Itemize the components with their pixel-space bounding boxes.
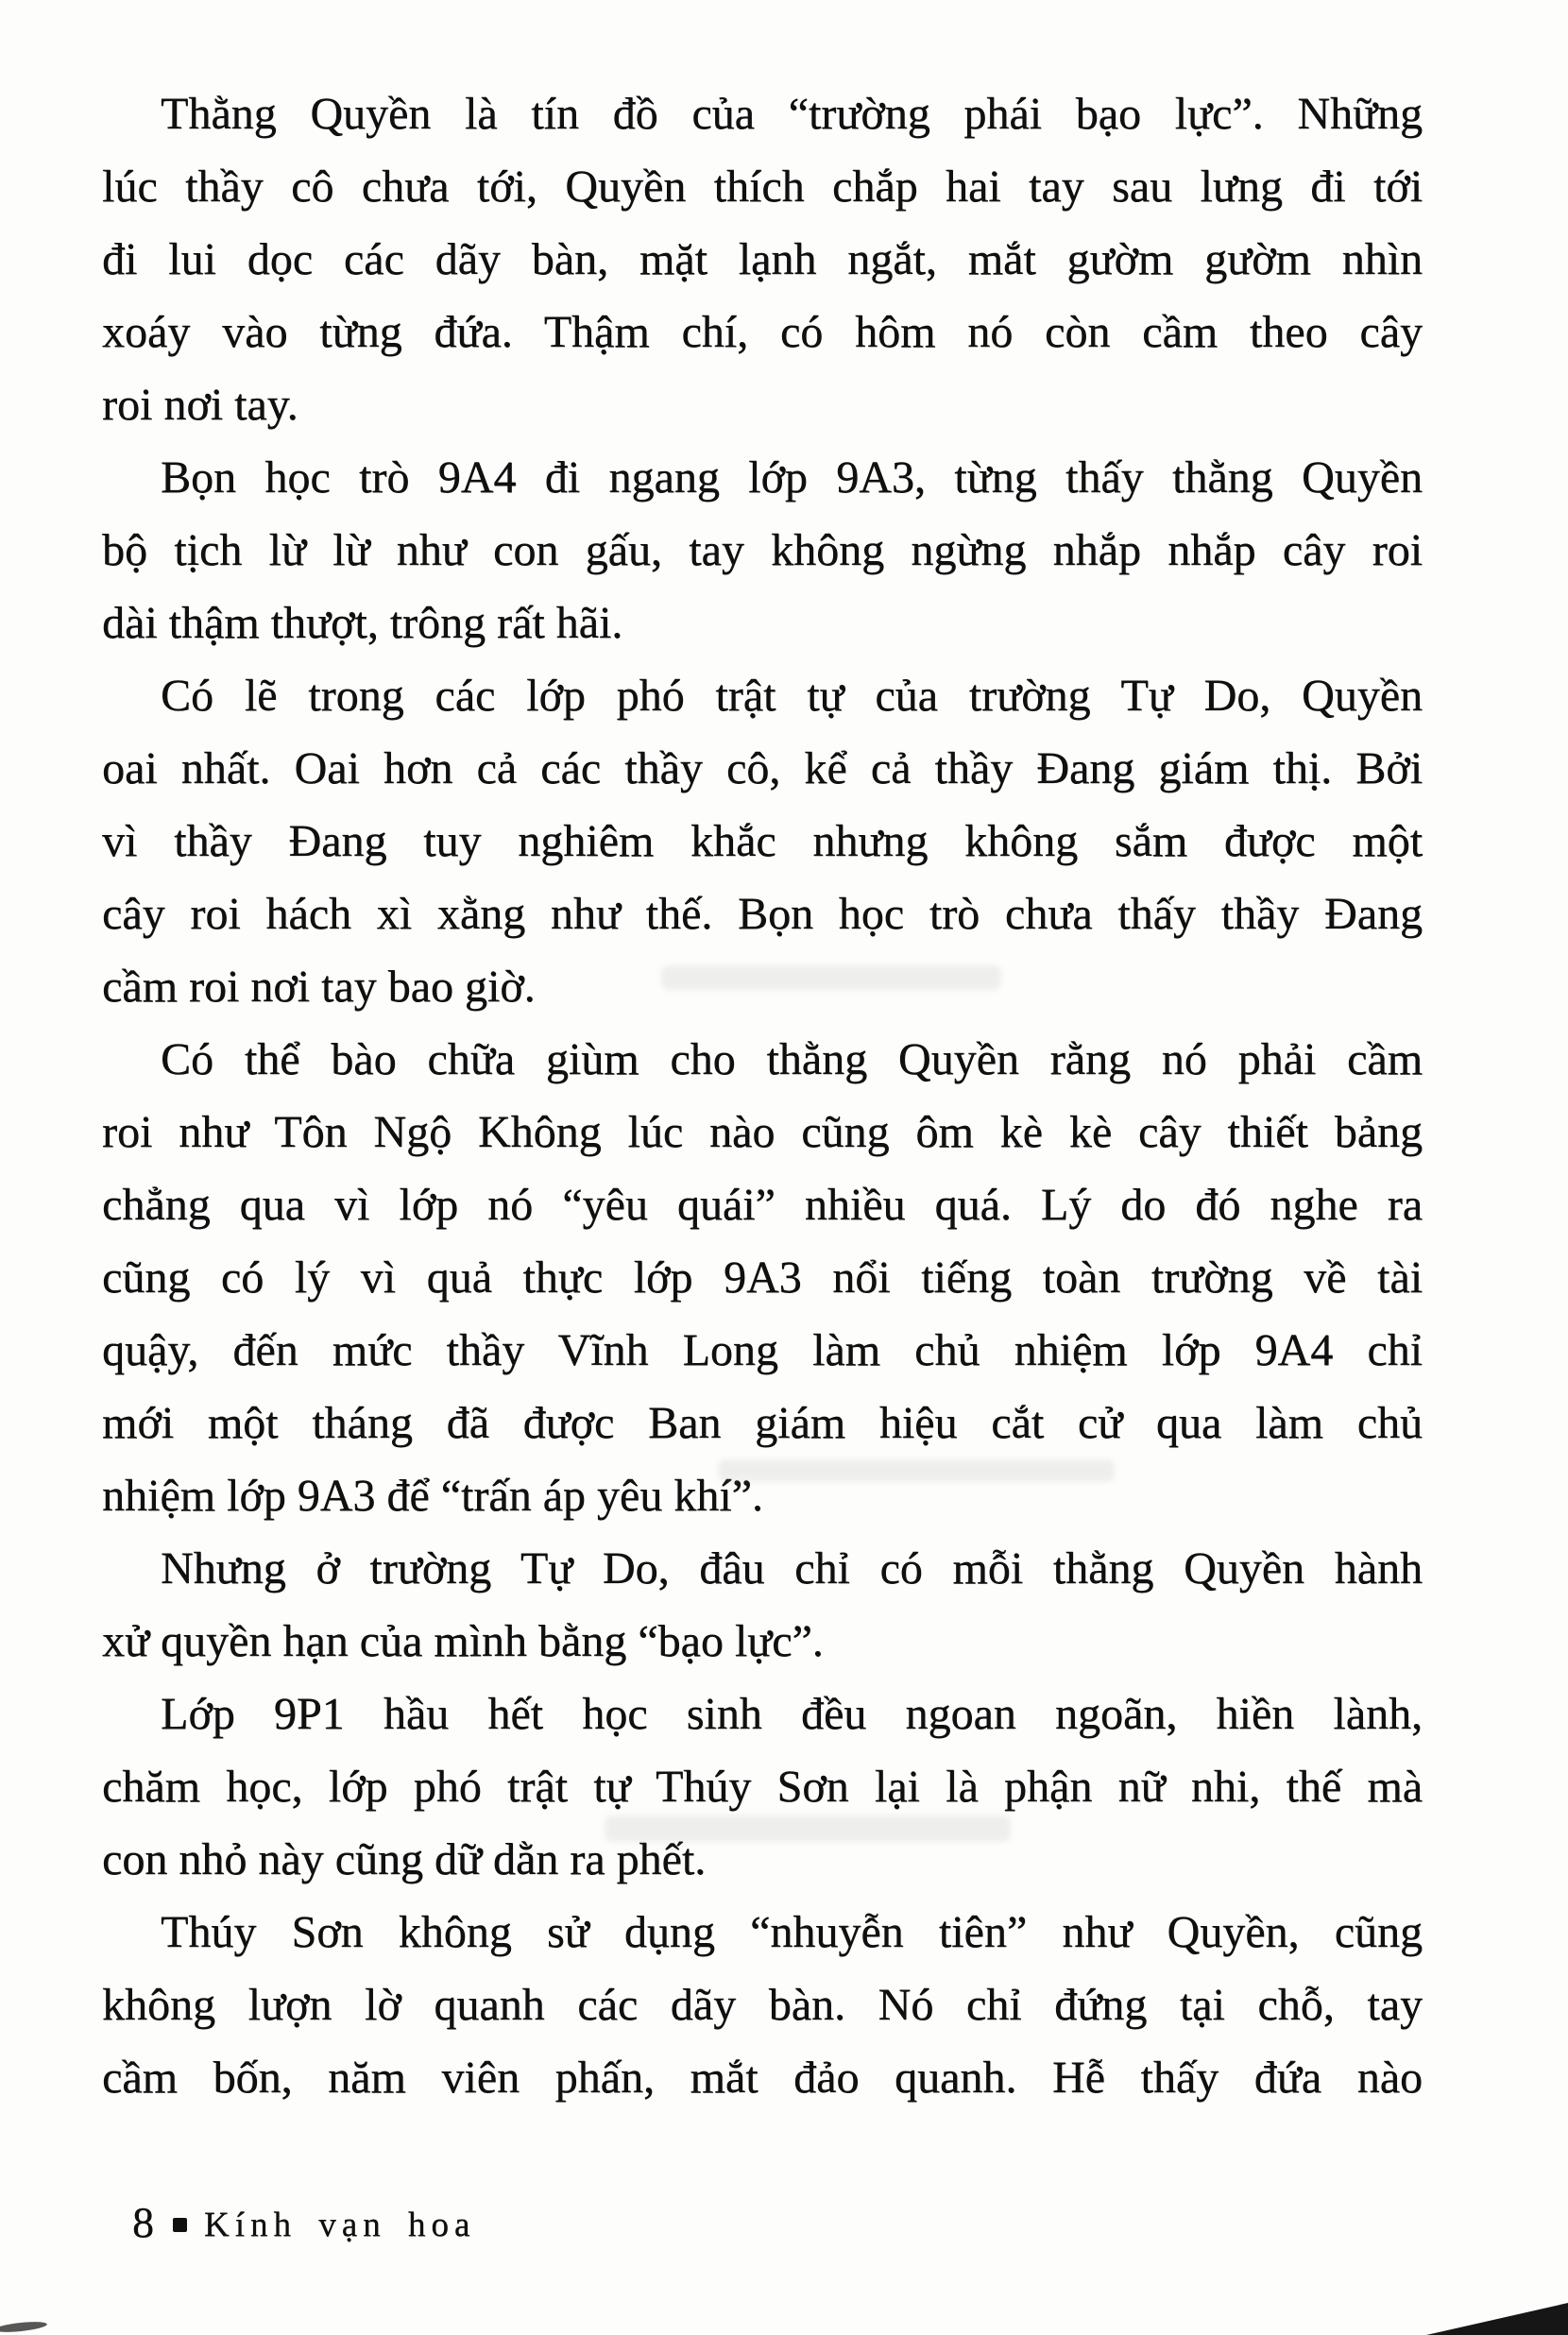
text-line: Thúy Sơn không sử dụng “nhuyễn tiên” như Quyền, cũng [161,1907,1423,1957]
text-line: lúc thầy cô chưa tới, Quyền thích chắp hai tay sau lưng đi tới [102,162,1423,212]
scan-artifact [661,965,1001,990]
square-bullet-icon [173,2218,187,2232]
text-line: Có lẽ trong các lớp phó trật tự của trường Tự Do, Quyền [161,671,1423,721]
text-line: Nhưng ở trường Tự Do, đâu chỉ có mỗi thằng Quyền hành [161,1543,1423,1594]
text-line: bộ tịch lừ lừ như con gấu, tay không ngừng nhắp nhắp cây roi [102,525,1423,575]
page-number: 8 [132,2197,154,2246]
text-line: mới một tháng đã được Ban giám hiệu cắt cử qua làm chủ [102,1398,1423,1448]
scan-artifact [718,1459,1115,1482]
text-line: cầm roi nơi tay bao giờ. [102,962,536,1012]
text-line: roi như Tôn Ngộ Không lúc nào cũng ôm kè kè cây thiết bảng [102,1107,1423,1157]
paragraph [102,1896,1423,2114]
text-line: đi lui dọc các dãy bàn, mặt lạnh ngắt, mắt gườm gườm nhìn [102,234,1423,284]
scan-artifact [0,2320,47,2334]
paragraph [102,77,1423,441]
text-line: cũng có lý vì quả thực lớp 9A3 nổi tiếng toàn trường về tài [102,1253,1423,1303]
book-title: Kính vạn hoa [204,2206,476,2244]
text-line: roi nơi tay. [102,380,298,430]
text-line: cầm bốn, năm viên phấn, mắt đảo quanh. Hễ thấy đứa nào [102,2053,1423,2103]
page-footer [132,2199,475,2245]
text-line: Lớp 9P1 hầu hết học sinh đều ngoan ngoãn, hiền lành, [161,1689,1423,1739]
text-line: Bọn học trò 9A4 đi ngang lớp 9A3, từng thấy thằng Quyền [161,452,1423,503]
paragraph [102,1678,1423,1896]
scan-corner-shadow [1426,2303,1568,2335]
scan-artifact [605,1815,1011,1842]
text-line: quậy, đến mức thầy Vĩnh Long làm chủ nhiệm lớp 9A4 chỉ [102,1325,1423,1375]
text-line: Có thể bào chữa giùm cho thằng Quyền rằng nó phải cầm [161,1034,1423,1084]
text-line: oai nhất. Oai hơn cả các thầy cô, kể cả thầy Đang giám thị. Bởi [102,743,1423,793]
text-line: chẳng qua vì lớp nó “yêu quái” nhiều quá. Lý do đó nghe ra [102,1180,1423,1230]
text-line: Thằng Quyền là tín đồ của “trường phái bạo lực”. Những [161,89,1423,139]
text-line: vì thầy Đang tuy nghiêm khắc nhưng không sắm được một [102,816,1423,866]
text-line: con nhỏ này cũng dữ dằn ra phết. [102,1834,707,1884]
text-line: chăm học, lớp phó trật tự Thúy Sơn lại là phận nữ nhi, thế mà [102,1762,1423,1812]
text-line: xử quyền hạn của mình bằng “bạo lực”. [102,1616,824,1666]
paragraph [102,1023,1423,1532]
paragraph [102,441,1423,659]
text-line: không lượn lờ quanh các dãy bàn. Nó chỉ đứng tại chỗ, tay [102,1980,1423,2030]
text-line: nhiệm lớp 9A3 để “trấn áp yêu khí”. [102,1471,763,1521]
text-line: xoáy vào từng đứa. Thậm chí, có hôm nó còn cầm theo cây [102,307,1423,357]
text-line: dài thậm thượt, trông rất hãi. [102,598,623,648]
paragraph [102,1532,1423,1678]
text-block [102,77,1423,2114]
text-line: cây roi hách xì xằng như thế. Bọn học trò chưa thấy thầy Đang [102,889,1423,939]
